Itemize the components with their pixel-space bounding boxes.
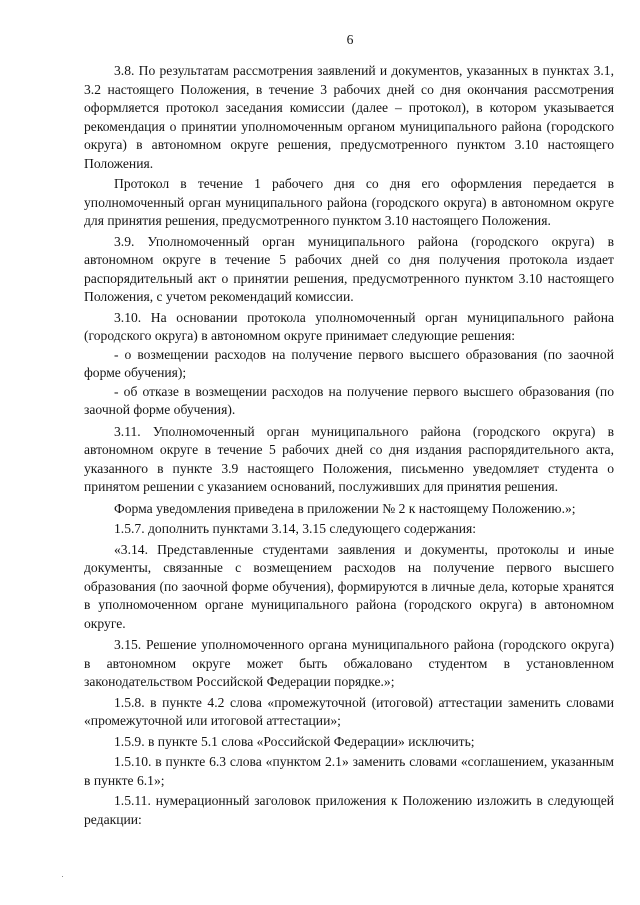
page-number: 6 [346,32,354,47]
list-item-reimbursement: - о возмещении расходов на получение первого высшего образования (по заочной форме обучения); [84,346,614,380]
paragraph-3-8: 3.8. По результатам рассмотрения заявлений и документов, указанных в пунктах 3.1, 3.2 настоящего Положения, в течение 3 рабочих дней со дня окончания рассмотрения оформляется протокол заседания комиссии (далее – протокол), в котором указывается рекомендация о принятии уполномоченным органом муниципального района (городского округа) в автономном округе решения, предусмотренного пунктом 3.10 настоящего Положения. [84,63,614,171]
paragraph-3-15: 3.15. Решение уполномоченного органа муниципального района (городского округа) в автономном округе может быть обжаловано студентом в установленном законодательством Российской Федерации порядке.»; [84,637,614,689]
paragraph-1-5-10: 1.5.10. в пункте 6.3 слова «пунктом 2.1» заменить словами «соглашением, указанным в пункте 6.1»; [84,754,614,788]
paragraph-3-9: 3.9. Уполномоченный орган муниципального района (городского округа) в автономном округе в течение 5 рабочих дней со дня получения протокола издает распорядительный акт о принятии решения, предусмотренного пунктом 3.10 настоящего Положения, с учетом рекомендаций комиссии. [84,233,614,304]
paragraph-1-5-7: 1.5.7. дополнить пунктами 3.14, 3.15 следующего содержания: [114,521,477,536]
list-item-refusal: - об отказе в возмещении расходов на получение первого высшего образования (по заочной форме обучения). [84,383,614,417]
paragraph-1-5-9: 1.5.9. в пункте 5.1 слова «Российской Федерации» исключить; [114,733,475,749]
paragraph-1-5-11: 1.5.11. нумерационный заголовок приложения к Положению изложить в следующей редакции: [84,793,614,827]
paragraph-3-14: «3.14. Представленные студентами заявления и документы, протоколы и иные документы, связанные с возмещением расходов на получение первого высшего образования (по заочной форме обучения), формируются в личные дела, которые хранятся в уполномоченном органе муниципального района (городского округа) в автономном округе. [84,541,614,631]
paragraph-notification-form: Форма уведомления приведена в приложении № 2 к настоящему Положению.»; [114,500,576,516]
paragraph-3-11: 3.11. Уполномоченный орган муниципального района (городского округа) в автономном округе в течение 5 рабочих дней со дня издания распорядительного акта, указанного в пункте 3.9 настоящего Положения, письменно уведомляет студента о принятом решении с указанием оснований, послуживших для принятия решения. [84,423,614,494]
scan-speck [62,876,63,877]
paragraph-1-5-8: 1.5.8. в пункте 4.2 слова «промежуточной (итоговой) аттестации заменить словами «промежуточной или итоговой аттестации»; [84,694,614,728]
document-body [84,62,614,829]
paragraph-3-10: 3.10. На основании протокола уполномоченный орган муниципального района (городского округа) в автономном округе принимает следующие решения: [84,309,614,343]
paragraph-protocol-transfer: Протокол в течение 1 рабочего дня со дня его оформления передается в уполномоченный орган муниципального района (городского округа) в автономном округе для принятия решения, предусмотренного пунктом 3.10 настоящего Положения. [84,176,614,228]
